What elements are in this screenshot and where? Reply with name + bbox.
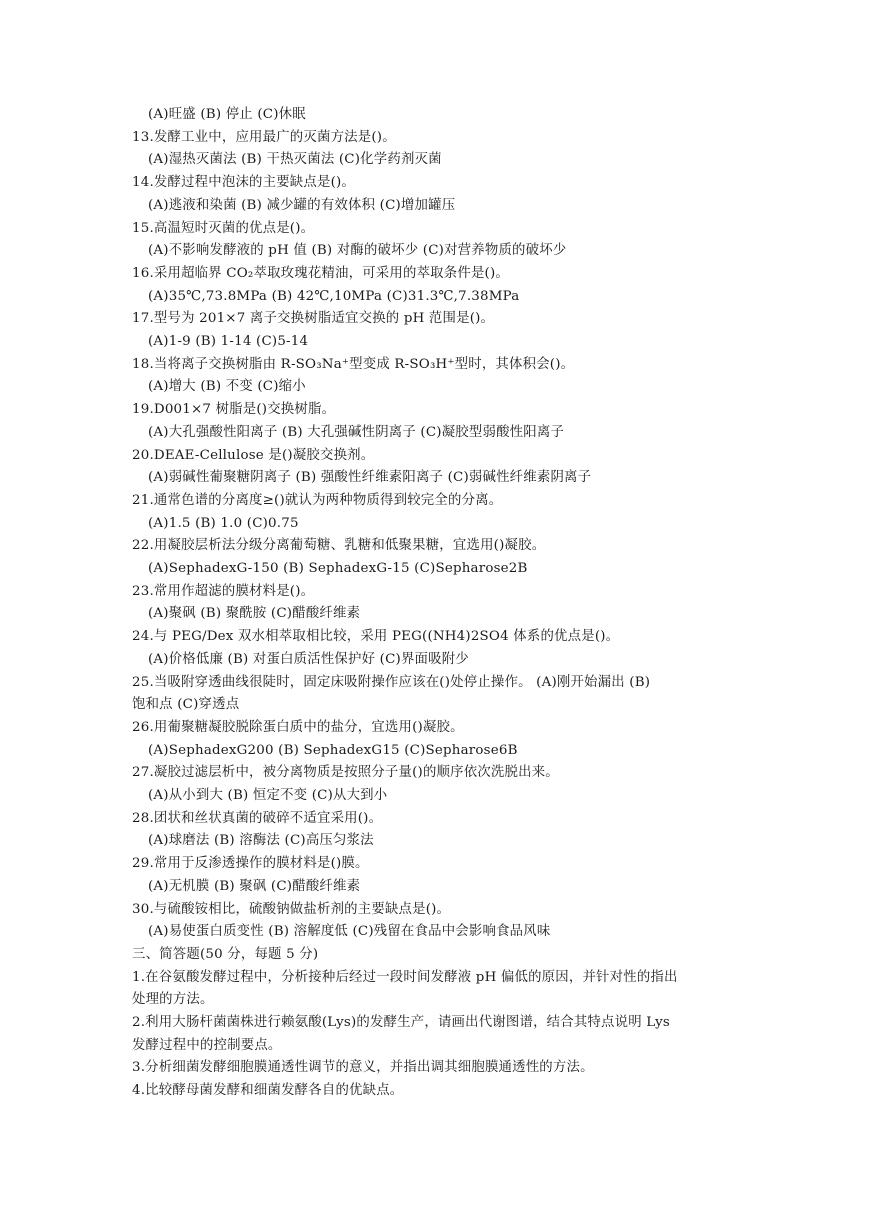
answer-options: (A)1.5 (B) 1.0 (C)0.75 [148, 515, 299, 531]
answer-options: (A)球磨法 (B) 溶酶法 (C)高压匀浆法 [148, 833, 374, 849]
answer-options: (A)1-9 (B) 1-14 (C)5-14 [148, 334, 309, 349]
text-line: 4.比较酵母菌发酵和细菌发酵各自的优缺点。 [132, 1083, 404, 1099]
text-line: 22.用凝胶层析法分级分离葡萄糖、乳糖和低聚果糖，宜选用()凝胶。 [132, 538, 546, 554]
text-line: 20.DEAE-Cellulose 是()凝胶交换剂。 [132, 447, 375, 463]
text-line: 29.常用于反渗透操作的膜材料是()膜。 [132, 856, 369, 872]
answer-options: (A)弱碱性葡聚糖阴离子 (B) 强酸性纤维素阳离子 (C)弱碱性纤维素阴离子 [148, 470, 592, 486]
answer-options: (A)不影响发酵液的 pH 值 (B) 对酶的破坏少 (C)对营养物质的破坏少 [148, 243, 567, 259]
text-line: 17.型号为 201×7 离子交换树脂适宜交换的 pH 范围是()。 [132, 311, 495, 327]
text-line: 23.常用作超滤的膜材料是()。 [132, 583, 315, 599]
text-line: 14.发酵过程中泡沫的主要缺点是()。 [132, 175, 356, 191]
answer-options: (A)聚砜 (B) 聚酰胺 (C)醋酸纤维素 [148, 606, 361, 622]
text-line: 19.D001×7 树脂是()交换树脂。 [132, 402, 336, 418]
answer-options: (A)逃液和染菌 (B) 减少罐的有效体积 (C)增加罐压 [148, 197, 456, 213]
text-line: 2.利用大肠杆菌菌株进行赖氨酸(Lys)的发酵生产，请画出代谢图谱，结合其特点说明 Lys [132, 1015, 670, 1030]
text-line: 26.用葡聚糖凝胶脱除蛋白质中的盐分，宜选用()凝胶。 [132, 719, 464, 735]
answer-options: (A)SephadexG200 (B) SephadexG15 (C)Sepharose6B [148, 742, 518, 758]
text-line: 处理的方法。 [132, 992, 214, 1008]
text-line: 1.在谷氨酸发酵过程中，分析接种后经过一段时间发酵液 pH 偏低的原因，并针对性的指出 [132, 969, 678, 985]
text-line: 13.发酵工业中，应用最广的灭菌方法是()。 [132, 129, 396, 145]
text-line: 18.当将离子交换树脂由 R-SO₃Na⁺型变成 R-SO₃H⁺型时，其体积会()。 [132, 356, 575, 372]
text-line: 24.与 PEG/Dex 双水相萃取相比较，采用 PEG((NH4)2SO4 体系的优点是()。 [132, 629, 620, 645]
answer-options: (A)SephadexG-150 (B) SephadexG-15 (C)Sepharose2B [148, 561, 528, 576]
answer-options: (A)从小到大 (B) 恒定不变 (C)从大到小 [148, 788, 388, 803]
text-line: 16.采用超临界 CO₂萃取玫瑰花精油，可采用的萃取条件是()。 [132, 265, 509, 281]
text-line: 30.与硫酸铵相比，硫酸钠做盐析剂的主要缺点是()。 [132, 901, 451, 917]
text-line: 21.通常色谱的分离度≥()就认为两种物质得到较完全的分离。 [132, 492, 503, 508]
answer-options: (A)无机膜 (B) 聚砜 (C)醋酸纤维素 [148, 878, 361, 894]
text-line: 15.高温短时灭菌的优点是()。 [132, 220, 315, 236]
answer-options: (A)价格低廉 (B) 对蛋白质活性保护好 (C)界面吸附少 [148, 651, 469, 667]
answer-options: (A)易使蛋白质变性 (B) 溶解度低 (C)残留在食品中会影响食品风味 [148, 924, 551, 940]
answer-options: (A)旺盛 (B) 停止 (C)休眠 [148, 107, 306, 122]
answer-options: (A)35℃,73.8MPa (B) 42℃,10MPa (C)31.3℃,7.38MPa [148, 288, 520, 304]
text-line: 发酵过程中的控制要点。 [132, 1037, 282, 1053]
text-line: 三、简答题(50 分，每题 5 分) [132, 946, 319, 962]
text-line: 25.当吸附穿透曲线很陡时，固定床吸附操作应该在()处停止操作。 (A)刚开始漏出 (B) [132, 674, 651, 690]
answer-options: (A)湿热灭菌法 (B) 干热灭菌法 (C)化学药剂灭菌 [148, 152, 442, 168]
answer-options: (A)大孔强酸性阳离子 (B) 大孔强碱性阴离子 (C)凝胶型弱酸性阳离子 [148, 424, 565, 440]
text-line: 27.凝胶过滤层析中，被分离物质是按照分子量()的顺序依次洗脱出来。 [132, 765, 559, 781]
text-line: 28.团状和丝状真菌的破碎不适宜采用()。 [132, 810, 383, 826]
answer-options: (A)增大 (B) 不变 (C)缩小 [148, 379, 306, 395]
text-line: 3.分析细菌发酵细胞膜通透性调节的意义，并指出调其细胞膜通透性的方法。 [132, 1060, 594, 1076]
text-line: 饱和点 (C)穿透点 [132, 697, 240, 713]
